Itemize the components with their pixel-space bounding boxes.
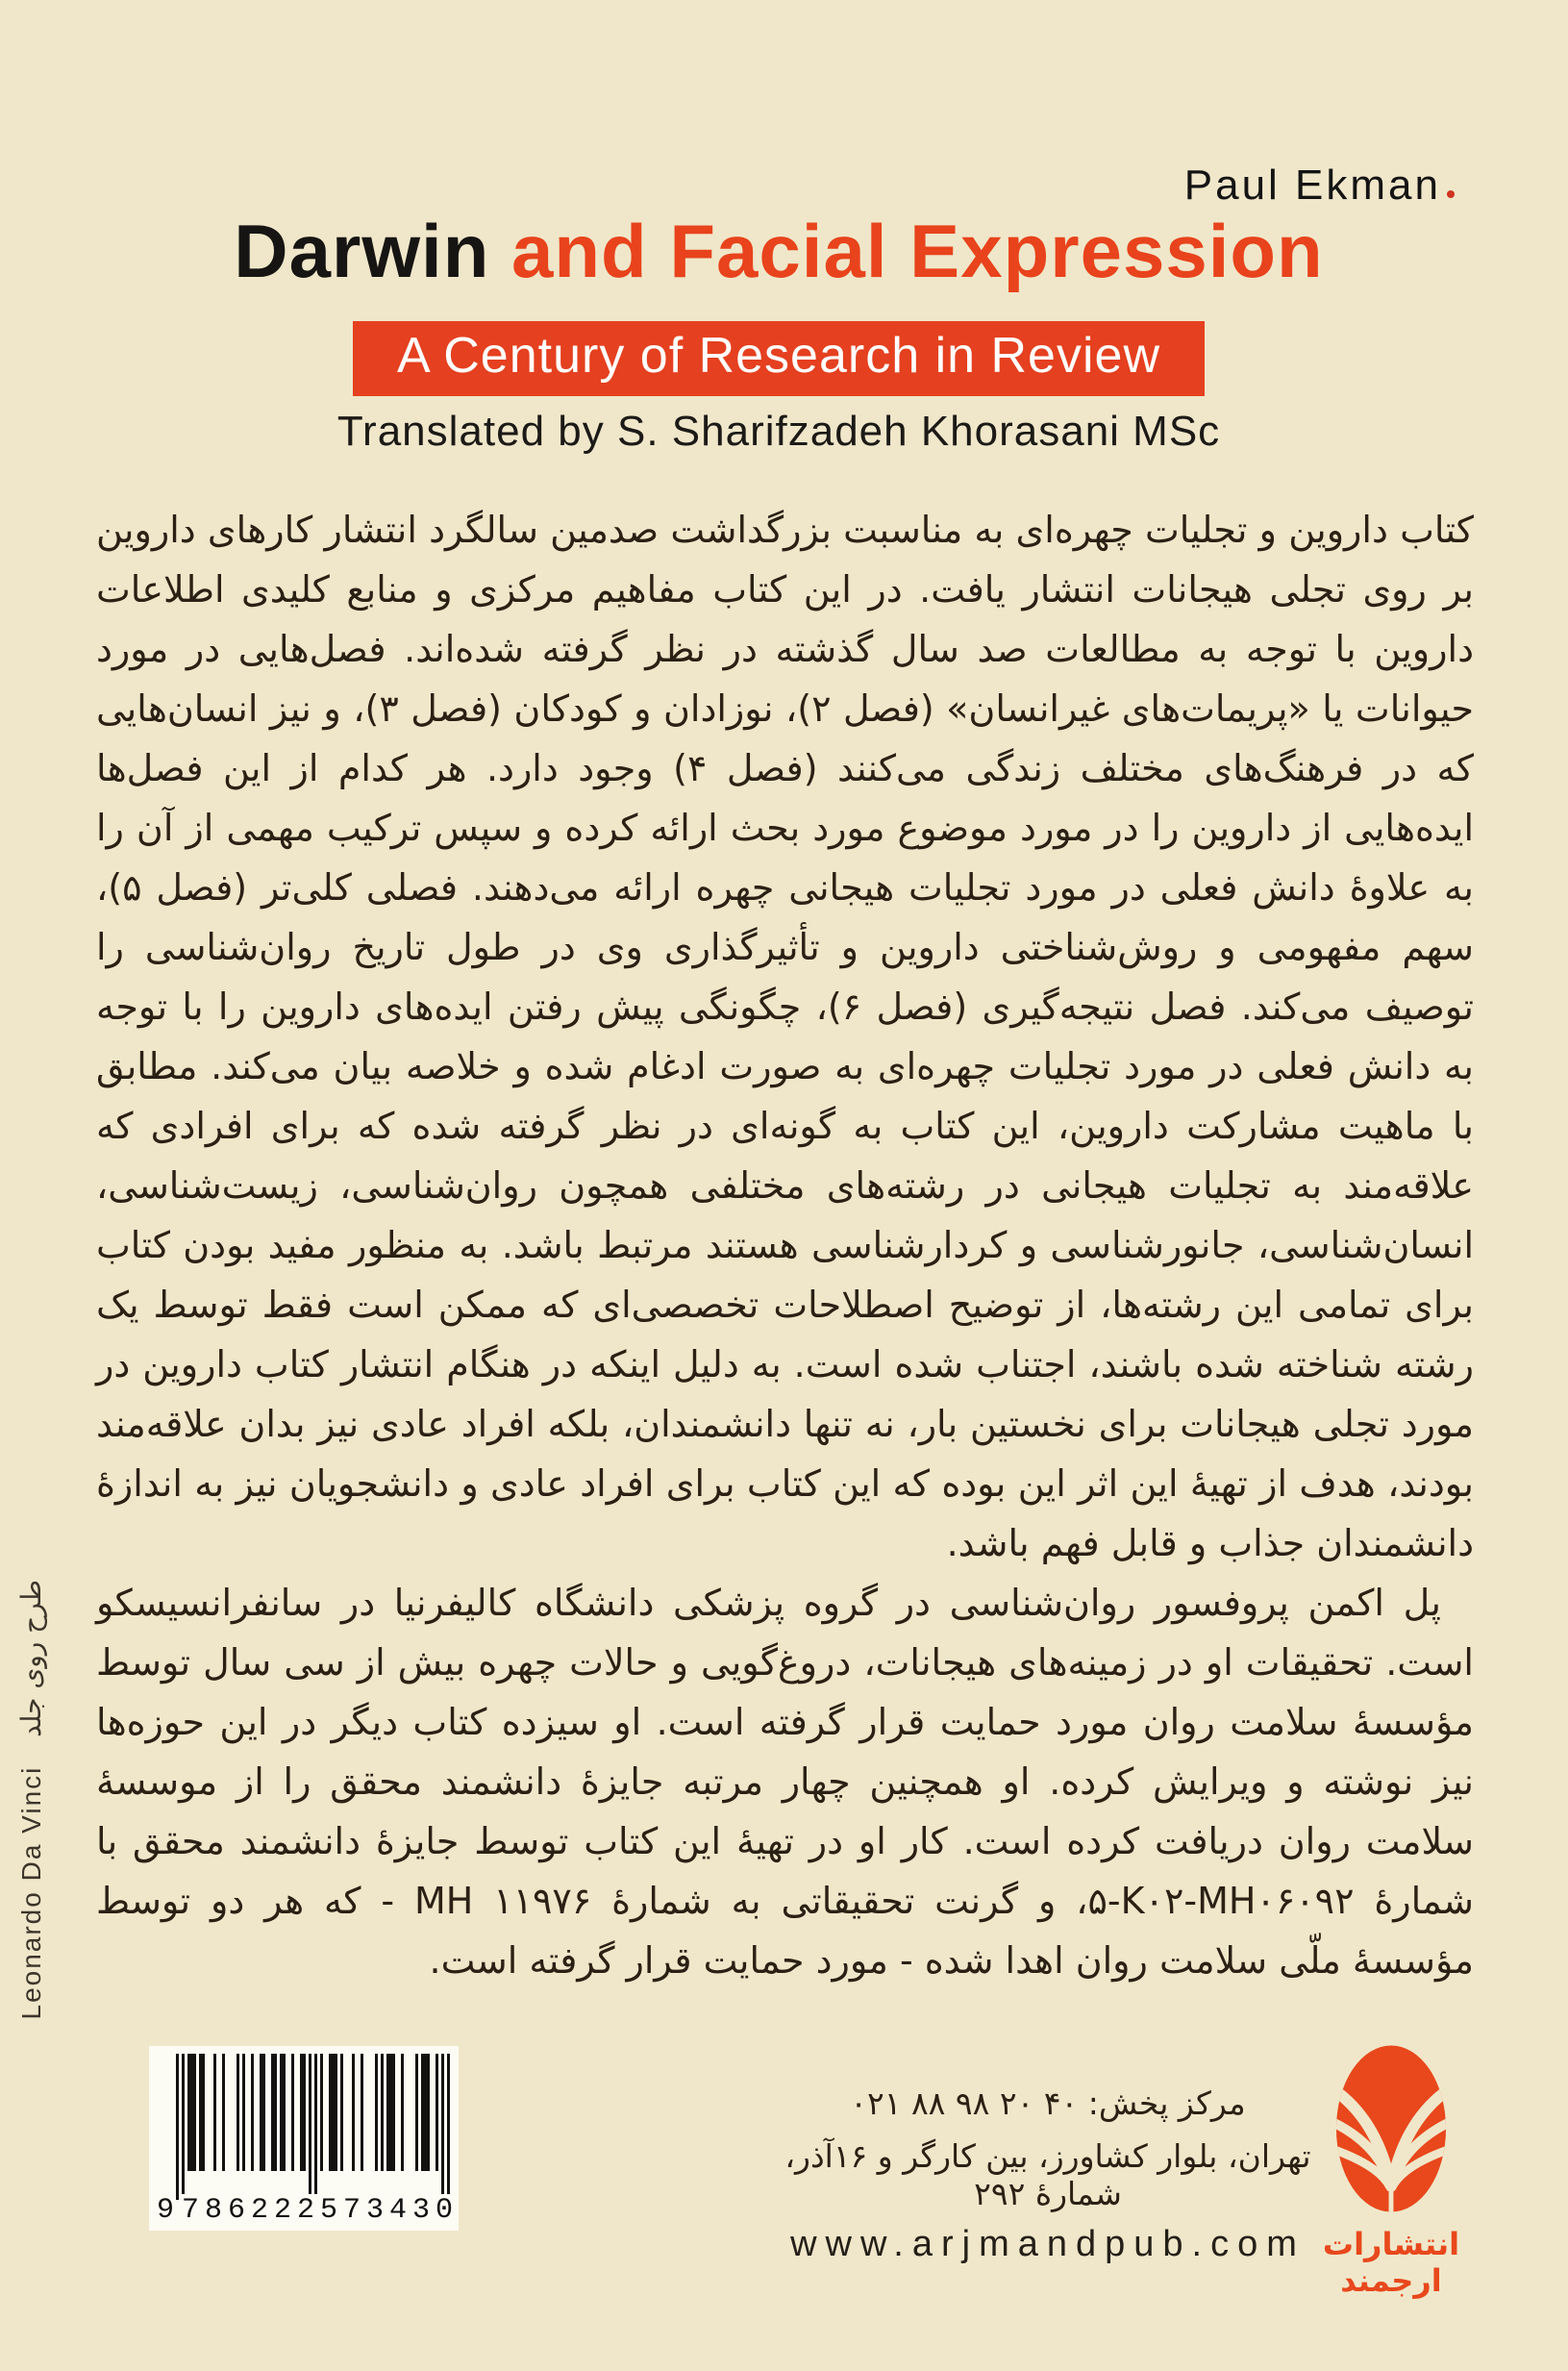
book-title-part-orange: and Facial Expression — [489, 209, 1324, 293]
barcode-digits — [149, 2194, 459, 2227]
subtitle-banner: A Century of Research in Review — [353, 321, 1205, 396]
publisher-logo-icon — [1334, 2044, 1448, 2213]
publisher-contact-block — [779, 2084, 1317, 2265]
isbn-barcode — [149, 2046, 459, 2231]
translator-line: Translated by S. Sharifzadeh Khorasani MSc — [336, 408, 1221, 455]
book-title — [106, 209, 1452, 293]
distribution-label: مرکز پخش: — [1087, 2084, 1246, 2122]
description-paragraph-2: پل اکمن پروفسور روان‌شناسی در گروه پزشکی دانشگاه کالیفرنیا در سانفرانسیسکو است. تحقیقات او در زمینه‌های هیجانات، دروغ‌گویی و حالات چهره بیش از سی سال توسط مؤسسهٔ سلامت روان مورد حمایت قرار گرفته است. او سیزده کتاب دیگر در این حوزه‌ها نیز نوشته و ویرایش کرده. او همچنین چهار مرتبه جایزهٔ دانشمند محقق را از موسسهٔ سلامت روان دریافت کرده است. کار او در تهیهٔ این کتاب توسط جایزهٔ دانشمند محقق با شمارهٔ ‎۵-K۰۲-MH۰۶۰۹۲‎، و گرنت تحقیقاتی به شمارهٔ ‎MH ۱۱۹۷۶‎ - که هر دو توسط مؤسسهٔ ملّی سلامت روان اهدا شده - مورد حمایت قرار گرفته است. — [96, 1582, 1475, 1982]
barcode-digit-left-group: 786222 — [181, 2194, 320, 2227]
publisher-name: انتشارات ارجمند — [1322, 2226, 1460, 2299]
barcode-digit-first: 9 — [156, 2194, 174, 2227]
title-block — [106, 209, 1452, 293]
cover-design-label: طرح روی جلد — [15, 1580, 47, 1737]
publisher-address: تهران، بلوار کشاورز، بین کارگر و ۱۶آذر، شمارهٔ ۲۹۲ — [784, 2137, 1311, 2212]
description-paragraph-1: کتاب داروین و تجلیات چهره‌ای به مناسبت بزرگداشت صدمین سالگرد انتشار کارهای داروین بر روی تجلی هیجانات انتشار یافت. در این کتاب مفاهیم مرکزی و منابع کلیدی اطلاعات داروین با توجه به مطالعات صد سال گذشته در نظر گرفته شده‌اند. فصل‌هایی در مورد حیوانات یا «پریمات‌های غیرانسان» (فصل ۲)، نوزادان و کودکان (فصل ۳)، و نیز انسان‌هایی که در فرهنگ‌های مختلف زندگی می‌کنند (فصل ۴) وجود دارد. هر کدام از این فصل‌ها ایده‌هایی از داروین را در مورد موضوع مورد بحث ارائه کرده و سپس ترکیب مهمی از آن را به علاوهٔ دانش فعلی در مورد تجلیات هیجانی چهره ارائه می‌دهند. فصلی کلی‌تر (فصل ۵)، سهم مفهومی و روش‌شناختی داروین و تأثیرگذاری وی در طول تاریخ روان‌شناسی را توصیف می‌کند. فصل نتیجه‌گیری (فصل ۶)، چگونگی پیش رفتن ایده‌های داروین را با توجه به دانش فعلی در مورد تجلیات چهره‌ای به صورت ادغام شده و خلاصه بیان می‌کند. مطابق با ماهیت مشارکت داروین، این کتاب به گونه‌ای در نظر گرفته شده که برای افرادی که علاقه‌مند به تجلیات هیجانی در رشته‌های مختلفی همچون روان‌شناسی، زیست‌شناسی، انسان‌شناسی، جانورشناسی و کردارشناسی هستند مرتبط باشد. به منظور مفید بودن کتاب برای تمامی این رشته‌ها، از توضیح اصطلاحات تخصصی‌ای که ممکن است فقط توسط یک رشته شناخته شده باشند، اجتناب شده است. به دلیل اینکه در هنگام انتشار کتاب داروین در مورد تجلی هیجانات برای نخستین بار، نه تنها دانشمندان، بلکه افراد عادی نیز بدان علاقه‌مند بودند، هدف از تهیهٔ این اثر این بوده که این کتاب برای افراد عادی و دانشجویان نیز به اندازهٔ دانشمندان جذاب و قابل فهم باشد. — [96, 509, 1474, 1564]
publisher-logo-block — [1300, 2044, 1482, 2299]
subtitle-banner-wrap — [106, 321, 1452, 396]
publisher-website: www.arjmandpub.com — [790, 2224, 1306, 2264]
red-dot-mark — [1447, 190, 1455, 198]
cover-design-artist: Leonardo Da Vinci — [16, 1765, 46, 2020]
book-title-part-black: Darwin — [234, 209, 490, 293]
description-text — [96, 500, 1474, 1990]
distribution-phone: ۰۲۱ ۸۸ ۹۸ ۲۰ ۴۰ — [850, 2084, 1079, 2122]
distribution-line — [779, 2084, 1317, 2122]
barcode-bars — [149, 2054, 459, 2204]
translator-line-wrap — [106, 408, 1452, 456]
author-name: Paul Ekman — [1183, 162, 1441, 209]
cover-design-credit — [15, 1580, 83, 2020]
barcode-digit-right-group: 573430 — [319, 2194, 459, 2227]
